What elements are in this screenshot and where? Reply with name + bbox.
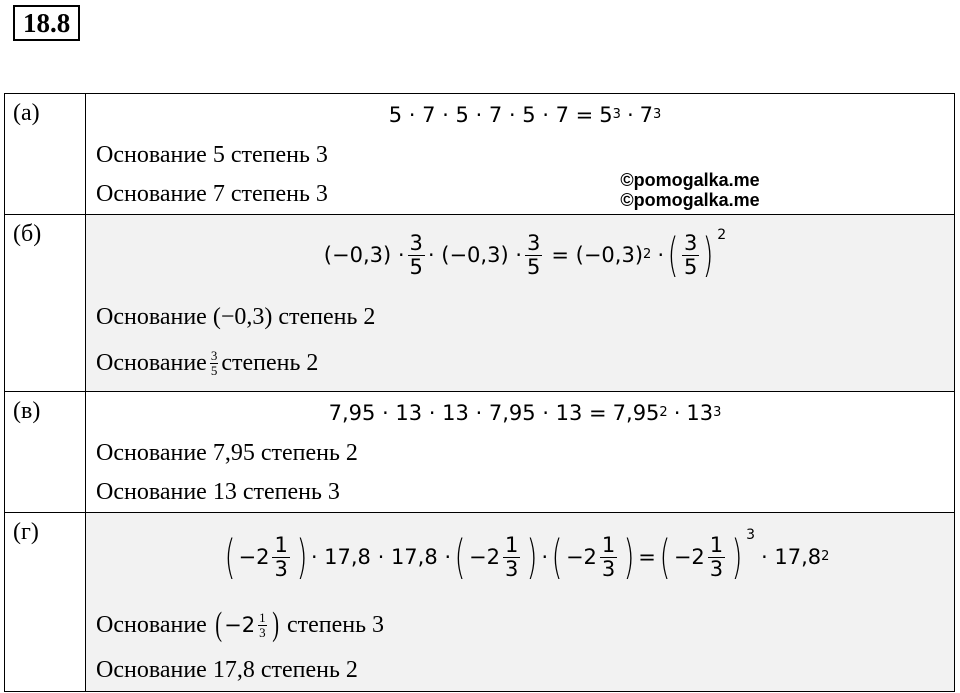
task-number: 18.8 <box>13 5 80 41</box>
equation: 5 ⋅ 7 ⋅ 5 ⋅ 7 ⋅ 5 ⋅ 7 = 5 3 ⋅ 7 3 <box>388 103 662 127</box>
watermark: ©pomogalka.me ©pomogalka.me <box>620 170 760 210</box>
table-row <box>5 392 955 513</box>
table-row <box>5 513 955 692</box>
row-label: (г) <box>5 513 86 692</box>
solution-table <box>4 93 955 692</box>
base-exponent-line: Основание 17,8 степень 2 <box>96 656 358 683</box>
base-exponent-line: Основание 7 степень 3 <box>96 181 328 207</box>
row-content <box>86 94 955 215</box>
row-label: (а) <box>5 94 86 215</box>
equation: (−0,3) ⋅ $\frac{3}{5}$ ⋅ (−0,3) ⋅ $\frac{3}{5}$ = (−0,3) 2 ⋅ ( $\frac{3}{5}$ ) 2 <box>323 227 727 282</box>
base-exponent-line: Основание ( −2 $\frac{1}{3}$ ) степень 3 <box>96 606 385 643</box>
base-exponent-line: Основание (−0,3) степень 2 <box>96 304 376 330</box>
row-content <box>86 392 955 513</box>
row-content <box>86 215 955 392</box>
base-exponent-line: Основание $\frac{3}{5}$ степень 2 <box>96 347 319 378</box>
base-exponent-line: Основание 13 степень 3 <box>96 479 340 505</box>
base-exponent-line: Основание 7,95 степень 2 <box>96 440 358 466</box>
row-label: (в) <box>5 392 86 513</box>
base-exponent-line: Основание 5 степень 3 <box>96 142 328 168</box>
table-row <box>5 215 955 392</box>
row-content <box>86 513 955 692</box>
equation: 7,95 ⋅ 13 ⋅ 13 ⋅ 7,95 ⋅ 13 = 7,95 2 ⋅ 13 3 <box>328 401 722 425</box>
row-label: (б) <box>5 215 86 392</box>
table-row <box>5 94 955 215</box>
equation: ( −2 $\frac{1}{3}$ ) ⋅ 17,8 ⋅ 17,8 ⋅ ( −2 $\frac{1}{3}$ ) ⋅ ( −2 $\frac{1}{3}$ ) = ( −2 $\frac{1}{3}$ ) 3 ⋅ 17,8 2 <box>224 527 830 584</box>
